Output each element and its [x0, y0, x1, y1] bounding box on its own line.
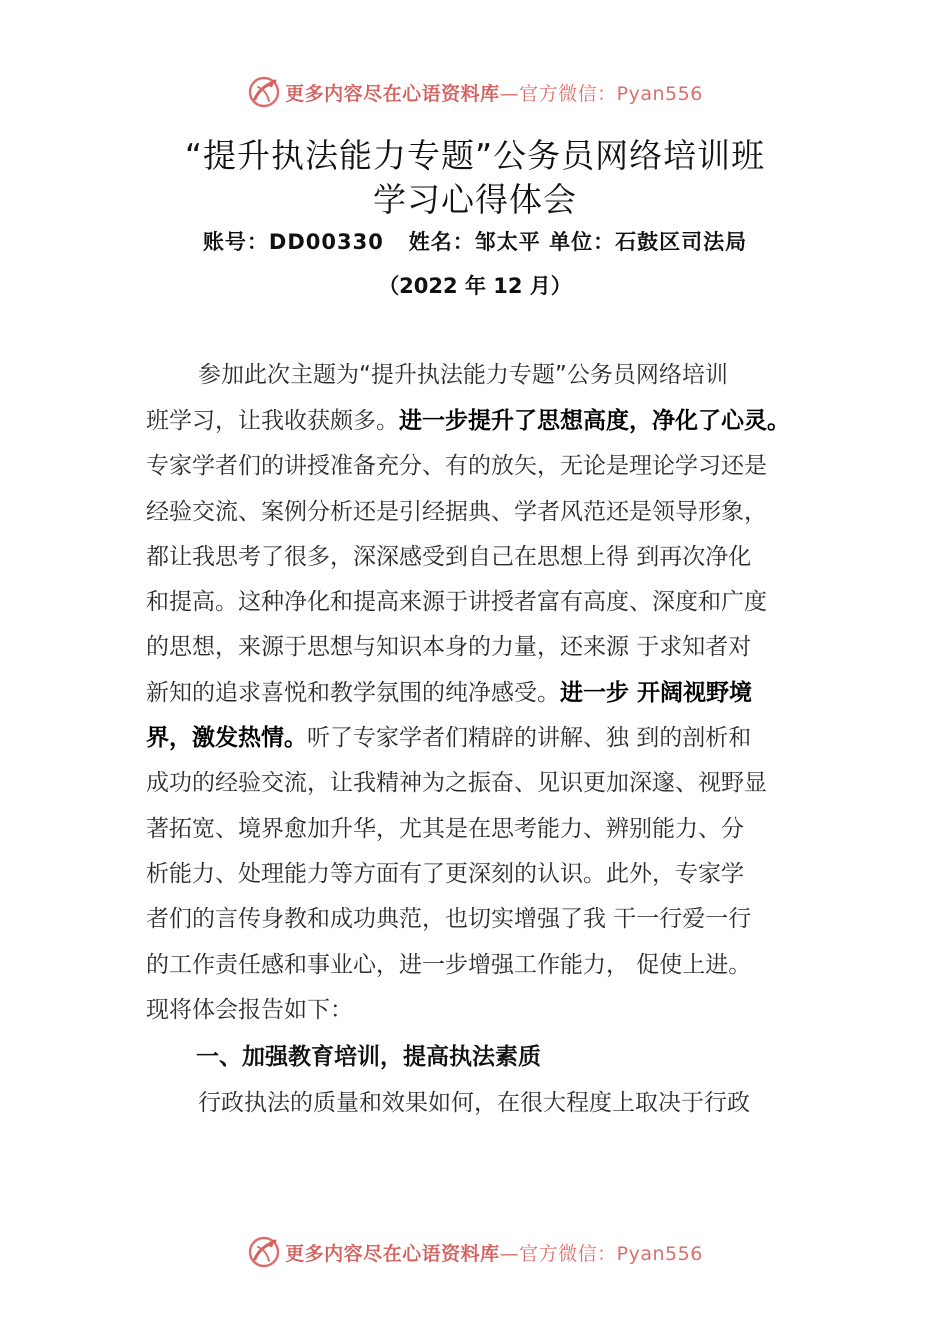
paragraph-line: 班学习，让我收获颇多。进一步提升了思想高度，净化了心灵。 — [146, 408, 790, 434]
paragraph-line: 经验交流、案例分析还是引经据典、学者风范还是领导形象， — [146, 499, 767, 525]
paragraph-line: 新知的追求喜悦和教学氛围的纯净感受。进一步 开阔视野境 — [146, 680, 753, 706]
emphasis-text: 界，激发热情。 — [146, 725, 307, 751]
author-name: 姓名：邹太平 — [408, 230, 541, 254]
paragraph-line: 界，激发热情。听了专家学者们精辟的讲解、独 到的剖析和 — [146, 725, 752, 751]
emphasis-text: 进一步 开阔视野境 — [560, 680, 753, 706]
paragraph-line: 者们的言传身教和成功典范，也切实增强了我 干一行爱一行 — [146, 906, 752, 932]
watermark-text: 更多内容尽在心语资料库—官方微信：Pyan556 — [285, 1242, 703, 1265]
document-subtitle: 学习心得体会 — [373, 180, 577, 219]
paragraph-line: 成功的经验交流，让我精神为之振奋、见识更加深邃、视野显 — [146, 770, 767, 796]
paragraph-line: 的思想，来源于思想与知识本身的力量，还来源 于求知者对 — [146, 634, 752, 660]
paragraph-line: 著拓宽、境界愈加升华，尤其是在思考能力、辨别能力、分 — [146, 816, 744, 842]
watermark-footer — [0, 1232, 950, 1272]
watermark-header — [0, 72, 950, 112]
paragraph-line: 都让我思考了很多，深深感受到自己在思想上得 到再次净化 — [146, 544, 752, 570]
emphasis-text: 进一步提升了思想高度，净化了心灵。 — [399, 408, 790, 434]
paragraph-line: 析能力、处理能力等方面有了更深刻的认识。此外，专家学 — [146, 861, 744, 887]
paragraph-line: 和提高。这种净化和提高来源于讲授者富有高度、深度和广度 — [146, 589, 767, 615]
paragraph-line: 专家学者们的讲授准备充分、有的放矢，无论是理论学习还是 — [146, 453, 767, 479]
account-number: 账号：DD00330 — [202, 230, 384, 254]
document-title: “提升执法能力专题”公务员网络培训班 — [184, 136, 766, 175]
paragraph-line: 参加此次主题为“提升执法能力专题”公务员网络培训 — [198, 362, 728, 388]
paragraph-line: 的工作责任感和事业心，进一步增强工作能力， 促使上进。 — [146, 952, 752, 978]
library-logo-icon — [247, 75, 281, 109]
section-heading: 一、加强教育培训，提高执法素质 — [196, 1044, 541, 1070]
paragraph-line: 行政执法的质量和效果如何，在很大程度上取决于行政 — [198, 1090, 750, 1116]
document-date: （2022 年 12 月） — [378, 274, 572, 298]
watermark-text: 更多内容尽在心语资料库—官方微信：Pyan556 — [285, 82, 703, 105]
author-info — [0, 226, 950, 256]
author-unit: 单位：石鼓区司法局 — [549, 230, 748, 254]
library-logo-icon — [247, 1235, 281, 1269]
paragraph-line: 现将体会报告如下： — [146, 997, 353, 1023]
